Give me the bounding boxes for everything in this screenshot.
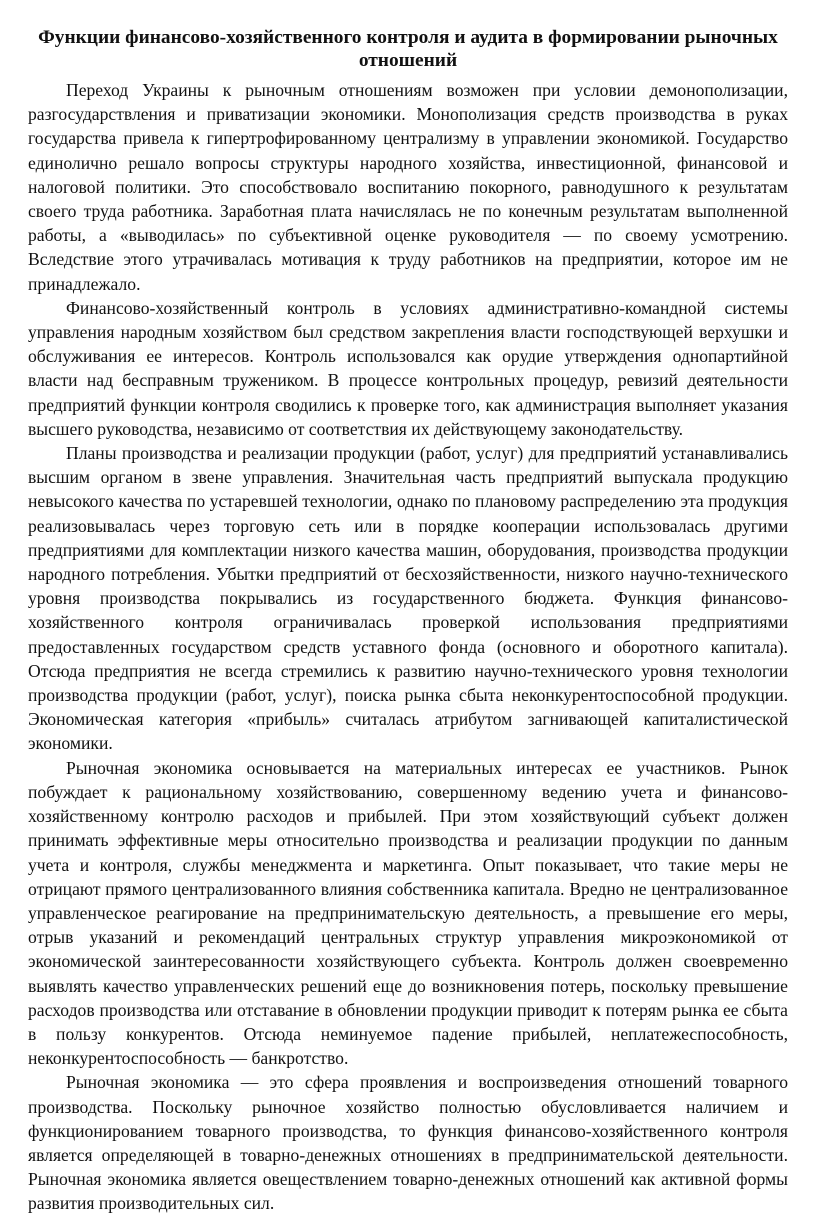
document-title: Функции финансово-хозяйственного контроля и аудита в формировании рыночных отношений bbox=[38, 27, 778, 71]
paragraph-1: Переход Украины к рыночным отношениям возможен при условии демонополизации, разгосударствления и приватизации экономики. Монополизация средств производства в руках государства привела к гипертрофированному централизму в управлении экономикой. Государство единолично решало вопросы структуры народного хозяйства, инвестиционной, финансовой и налоговой политики. Это способствовало воспитанию покорного, равнодушного к результатам своего труда работника. Заработная плата начислялась не по конечным результатам выполненной работы, а «выводилась» по субъективной оценке руководителя — по своему усмотрению. Вследствие этого утрачивалась мотивация к труду работников на предприятии, которое им не принадлежало. bbox=[28, 80, 788, 294]
paragraph-4: Рыночная экономика основывается на материальных интересах ее участников. Рынок побуждает к рациональному хозяйствованию, совершенному ведению учета и финансово-хозяйственному контролю расходов и прибылей. При этом хозяйствующий субъект должен принимать эффективные меры относительно производства и реализации продукции по данным учета и контроля, службы менеджмента и маркетинга. Опыт показывает, что такие меры не отрицают прямого централизованного влияния собственника капитала. Вредно не централизованное управленческое реагирование на предпринимательскую деятельность, а превышение его меры, отрыв указаний и рекомендаций центральных структур управления микроэкономикой от экономической заинтересованности хозяйствующего субъекта. Контроль должен своевременно выявлять качество управленческих решений еще до возникновения потерь, поскольку превышение расходов производства или отставание в обновлении продукции приводит к потерям рынка ее сбыта в пользу конкурентов. Отсюда неминуемое падение прибылей, неплатежеспособность, неконкурентоспособность — банкротство. bbox=[28, 757, 788, 1069]
paragraph-5: Рыночная экономика — это сфера проявления и воспроизведения отношений товарного производства. Поскольку рыночное хозяйство полностью обусловливается наличием и функционированием товарного производства, то функция финансово-хозяйственного контроля является определяющей в товарно-денежных отношениях в предпринимательской деятельности. Рыночная экономика является овеществлением товарно-денежных отношений как активной формы развития производительных сил. bbox=[28, 1072, 788, 1214]
paragraph-2: Финансово-хозяйственный контроль в условиях административно-командной системы управления народным хозяйством был средством закрепления власти господствующей верхушки и обслуживания ее интересов. Контроль использовался как орудие утверждения однопартийной власти над бесправным тружеником. В процессе контрольных процедур, ревизий деятельности предприятий функции контроля сводились к проверке того, как администрация выполняет указания высшего руководства, независимо от соответствия их действующему законодательству. bbox=[28, 297, 788, 439]
paragraph-3: Планы производства и реализации продукции (работ, услуг) для предприятий устанавливались высшим органом в звене управления. Значительная часть предприятий выпускала продукцию невысокого качества по устаревшей технологии, однако по плановому распределению эта продукция реализовывалась через торговую сеть или в порядке кооперации использовалась другими предприятиями для комплектации низкого качества машин, оборудования, производства продукции народного потребления. Убытки предприятий от бесхозяйственности, низкого научно-технического уровня производства покрывались из государственного бюджета. Функция финансово-хозяйственного контроля ограничивалась проверкой использования предприятиями предоставленных государством средств уставного фонда (основного и оборотного капитала). Отсюда предприятия не всегда стремились к развитию научно-технического уровня технологии производства продукции (работ, услуг), поиска рынка сбыта неконкурентоспособной продукции. Экономическая категория «прибыль» считалась атрибутом загнивающей капиталистической экономики. bbox=[28, 443, 788, 754]
